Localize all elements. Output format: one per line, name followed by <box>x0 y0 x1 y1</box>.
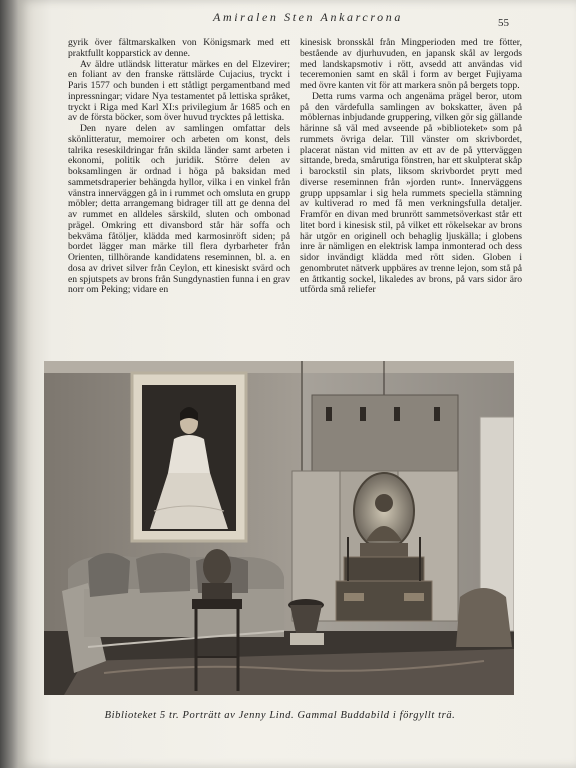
wall-tapestry <box>312 395 458 471</box>
paragraph: kinesisk bronsskål från Mingperioden med tre fötter, bestående av djurhuvuden, en japansk skål av lergods med landskapsmotiv i rött, avsedd att användas vid teceremonien samt en skål i form av berget Fujiyama med övre kanten vit för att markera snön på bergets topp. <box>300 38 522 91</box>
page-number: 55 <box>498 17 509 29</box>
portrait-jenny-lind <box>132 373 246 541</box>
paragraph: Av äldre utländsk litteratur märkes en del Elzevirer; en foliant av den franske rättslärde Cujacius, tryckt i Paris 1577 och bunden i ett ståtligt pergamentband med inpressningar; vidare Nya testamentet på lettiska språket, tryckt i Riga med Karl XI:s privilegium år 1685 och en av de första böcker, som över huvud trycktes på lettiska. <box>68 58 290 124</box>
library-room-photograph <box>44 361 514 695</box>
text-column-left <box>68 38 290 344</box>
photo-caption: Biblioteket 5 tr. Porträtt av Jenny Lind. Gammal Buddabild i förgyllt trä. <box>104 710 456 721</box>
bronze-lion-figure <box>456 588 512 647</box>
photo-illustration <box>44 361 514 695</box>
running-head: Amiralen Sten Ankarcrona <box>213 10 403 24</box>
paragraph: gyrik över fältmarskalken von Königsmark med ett praktfullt kopparstick av denne. <box>68 38 290 59</box>
paragraph: Detta rums varma och angenäma prägel beror, utom på den värdefulla samlingen av bokskatter, även på möblernas inbjudande gruppering, vilken gör sig gällande härinne så väl med avseende på »biblioteket» som på rummets övriga delar. Till vänster om skrivbordet, placerat nästan vid mitten av ett av de på ytterväggen sittande, breda, smårutiga fönstren, har ett skulpterat skåp i barockstil sin plats, liksom skrivbordet prytt med diverse reseminnen från »jorden runt». Innerväggens grupp uppsamlar i sig hela rummets speciella stämning av kultiverad ro med få men verkningsfulla detaljer. Framför en divan med brunrött sammetsöverkast står ett litet bord i kinesisk stil, på vilket ett rökelsekar av brons här utgör en originell och behaglig ljuskälla; i globens inre är nämligen en elektrisk lampa inmonterad och dess sidor invändigt klädda med rött siden. Globen i genombrutet nätverk uppbäres av trenne lejon, som stå på en åttkantig sockel, likaledes av brons, på vars sidor äro utförda små reliefer <box>300 90 522 296</box>
paragraph: Den nyare delen av samlingen omfattar dels skönlitteratur, memoirer och arbeten om konst, dels talrika reseskildringar från skilda länder samt arbeten i ekonomi, politik och juridik. Större delen av boksamlingen är ordnad i höga på baksidan med sammetsdraperier behängda hyllor, vilka i en vinkel från vänstra innerväggen gå in i rummet och omsluta en grupp möbler; detta arrangemang bidrager till att ge denna del av rummet en alldeles särskild, sluten och ombonad prägel. Omkring ett divansbord står här soffa och bekväma fåtöljer, klädda med karmosinröft siden; på bordet lägger man märke till flera dyrbarheter från Orienten, tillhörande kandidatens reseminnen, bl. a. en dosa av drivet silver från Ceylon, ett kinesiskt svärd och en spjutspets av brons från Sungdynastien funna i en grav norr om Peking; vidare en <box>68 123 290 296</box>
text-column-right <box>300 38 522 344</box>
